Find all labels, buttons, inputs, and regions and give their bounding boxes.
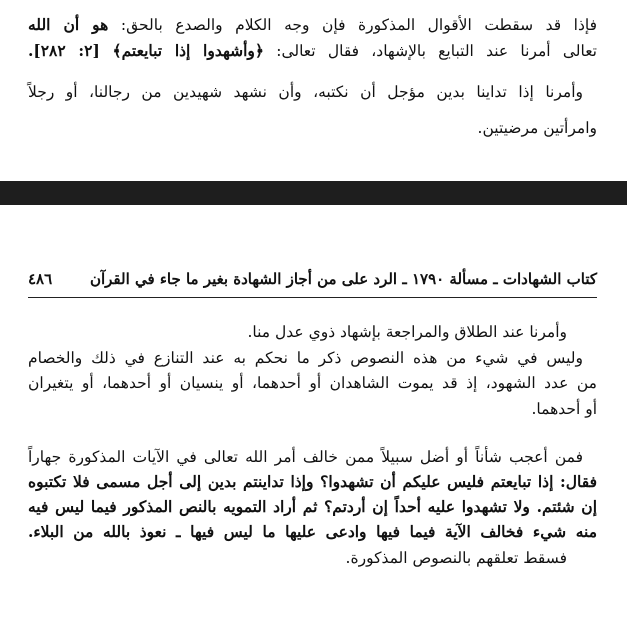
bottom-page (0, 205, 627, 618)
text-line: وأمرنا إذا تداينا بدين مؤجل أن نكتبه، وأن نشهد شهيدين من رجالنا، أو رجلاً (28, 83, 583, 101)
text-line: وأمرنا عند الطلاق والمراجعة بإشهاد ذوي عدل منا. (247, 323, 567, 341)
text-line: إن شئتم. ولا تشهدوا عليه أحداً إن أردتم؟ ثم أراد التمويه بالنص المذكور فيما ليس فيه (28, 497, 597, 516)
header-rule (28, 297, 597, 298)
text-line: وامرأتين مرضيتين. (477, 119, 597, 137)
top-page (0, 0, 627, 180)
page-number: ٤٨٦ (28, 270, 53, 288)
bold-phrase: هو أن الله (28, 15, 109, 34)
page-divider (0, 181, 627, 205)
text-line: تعالى أمرنا عند التبايع بالإشهاد، فقال تعالى: ﴿وأشهدوا إذا تبايعتم﴾ [٢: ٢٨٢]. (28, 41, 597, 60)
quran-quote: ﴿وأشهدوا إذا تبايعتم﴾ [٢: ٢٨٢]. (28, 41, 264, 60)
running-header (28, 267, 597, 291)
text-line: وليس في شيء من هذه النصوص ذكر ما نحكم به عند التنازع في ذلك والخصام (28, 349, 583, 367)
text-line: منه شيء فخالف الآية فيما فيها وادعى عليها ما ليس فيها ـ نعوذ بالله من البلاء. (28, 522, 597, 541)
text-line: أو أحدهما. (531, 400, 597, 418)
text-line: فسقط تعلقهم بالنصوص المذكورة. (345, 549, 567, 567)
header-title: كتاب الشهادات ـ مسألة ١٧٩٠ ـ الرد على من أجاز الشهادة بغير ما جاء في القرآن (89, 270, 597, 288)
text-line: من عدد الشهود، إذ قد يموت الشاهدان أو أحدهما، أو ينسيان أو أحدهما، أو يتغيران (28, 374, 597, 392)
text-line: فإذا قد سقطت الأقوال المذكورة فإن وجه الكلام والصدع بالحق: هو أن الله (28, 15, 598, 34)
text-line: فمن أعجب شأناً أو أضل سبيلاً ممن خالف أمر الله تعالى في الآيات المذكورة جهاراً (28, 448, 583, 466)
text-line: فقال: إذا تبايعتم فليس عليكم أن تشهدوا؟ وإذا تداينتم بدين إلى أجل مسمى فلا تكتبوه (28, 472, 597, 491)
